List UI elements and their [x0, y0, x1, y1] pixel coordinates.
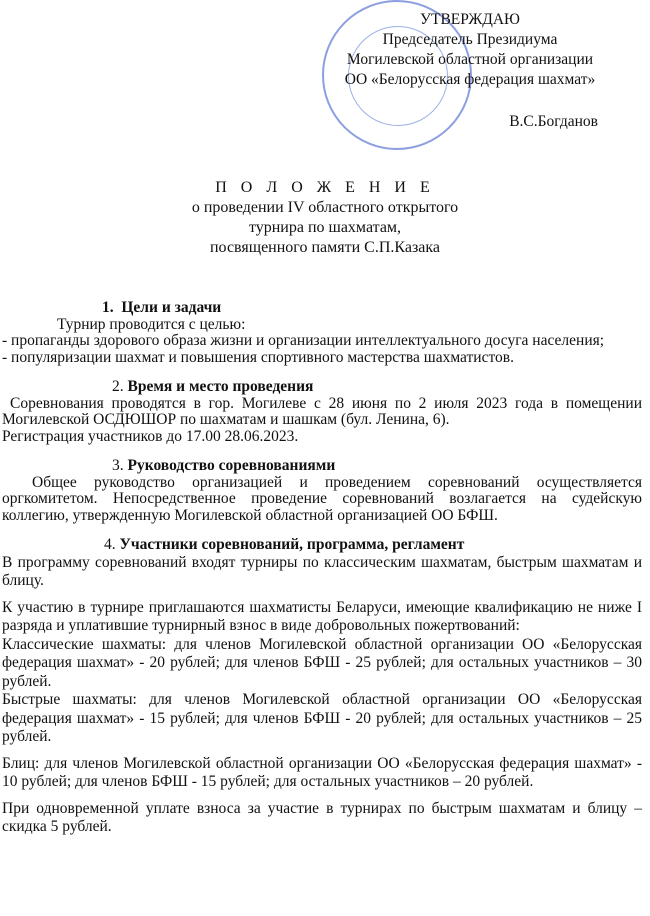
- section-3-number: 3.: [112, 457, 124, 474]
- approval-heading: УТВЕРЖДАЮ: [420, 11, 520, 28]
- section-3-title: Руководство соревнованиями: [127, 457, 336, 474]
- title-line-1: о проведении IV областного открытого: [191, 199, 459, 216]
- section-1-intro: Турнир проводится с целью:: [57, 315, 246, 333]
- title-line-3: посвященного памяти С.П.Казака: [209, 239, 441, 256]
- approval-line-3: ОО «Белорусская федерация шахмат»: [344, 71, 596, 88]
- section-2-registration: Регистрация участников до 17.00 28.06.2023.: [2, 427, 299, 445]
- section-1-heading: [2, 300, 642, 317]
- section-4-blitz: Блиц: для членов Могилевской областной организации ОО «Белорусская федерация шахмат» - 10 рублей; для членов БФШ - 15 рублей; для остальных участников – 20 рублей.: [2, 754, 642, 790]
- section-4-discount: При одновременной уплате взноса за участие в турнирах по быстрым шахматам и блицу – скидка 5 рублей.: [2, 799, 642, 835]
- approval-line-2: Могилевской областной организации: [346, 51, 594, 68]
- section-1-item-1: - пропаганды здорового образа жизни и организации интеллектуального досуга населения;: [2, 332, 605, 349]
- section-4-heading: [2, 537, 642, 554]
- section-4-classical: Классические шахматы: для членов Могилевской областной организации ОО «Белорусская федерация шахмат» - 20 рублей; для членов БФШ - 25 рублей; для остальных участников – 30 рублей.: [2, 635, 642, 690]
- section-3-heading: [2, 458, 642, 475]
- section-1-item-2: - популяризации шахмат и повышения спортивного мастерства шахматистов.: [2, 348, 514, 366]
- section-4-rapid: Быстрые шахматы: для членов Могилевской областной организации ОО «Белорусская федерация шахмат» - 15 рублей; для членов БФШ - 20 рублей; для остальных участников – 25 рублей.: [2, 691, 642, 745]
- section-1-number: 1.: [102, 299, 114, 316]
- section-2-number: 2.: [112, 378, 124, 395]
- section-1-title: Цели и задачи: [121, 299, 222, 316]
- section-4-title: Участники соревнований, программа, регламент: [119, 536, 465, 553]
- section-4-para-2: К участию в турнире приглашаются шахматисты Беларуси, имеющие квалификацию не ниже I разряда и уплатившие турнирный взнос в виде добровольных пожертвований:: [2, 598, 642, 634]
- section-4-para-1: В программу соревнований входят турниры по классическим шахматам, быстрым шахматам и блицу.: [2, 553, 642, 589]
- section-4-content: [2, 554, 642, 837]
- document-body: [2, 300, 642, 837]
- title-word: П О Л О Ж Е Н И Е: [215, 179, 435, 196]
- section-2-title: Время и место проведения: [127, 378, 314, 395]
- section-4-number: 4.: [104, 536, 116, 553]
- title-line-2: турнира по шахматам,: [248, 219, 402, 236]
- approval-line-1: Председатель Президиума: [382, 31, 558, 48]
- approval-signer: В.С.Богданов: [509, 113, 598, 130]
- section-2-text: Соревнования проводятся в гор. Могилеве с 28 июня по 2 июля 2023 года в помещении Могилевской ОСДЮШОР по шахматам и шашкам (бул. Ленина, 6).: [2, 394, 642, 428]
- section-2-heading: [2, 379, 642, 396]
- approval-block: [300, 10, 640, 132]
- document-title: [0, 178, 650, 258]
- section-3-text: Общее руководство организацией и проведением соревнований осуществляется оргкомитетом. Непосредственное проведение соревнований возлагается на судейскую коллегию, утвержденную Могилевской областной организацией ОО БФШ.: [2, 473, 642, 524]
